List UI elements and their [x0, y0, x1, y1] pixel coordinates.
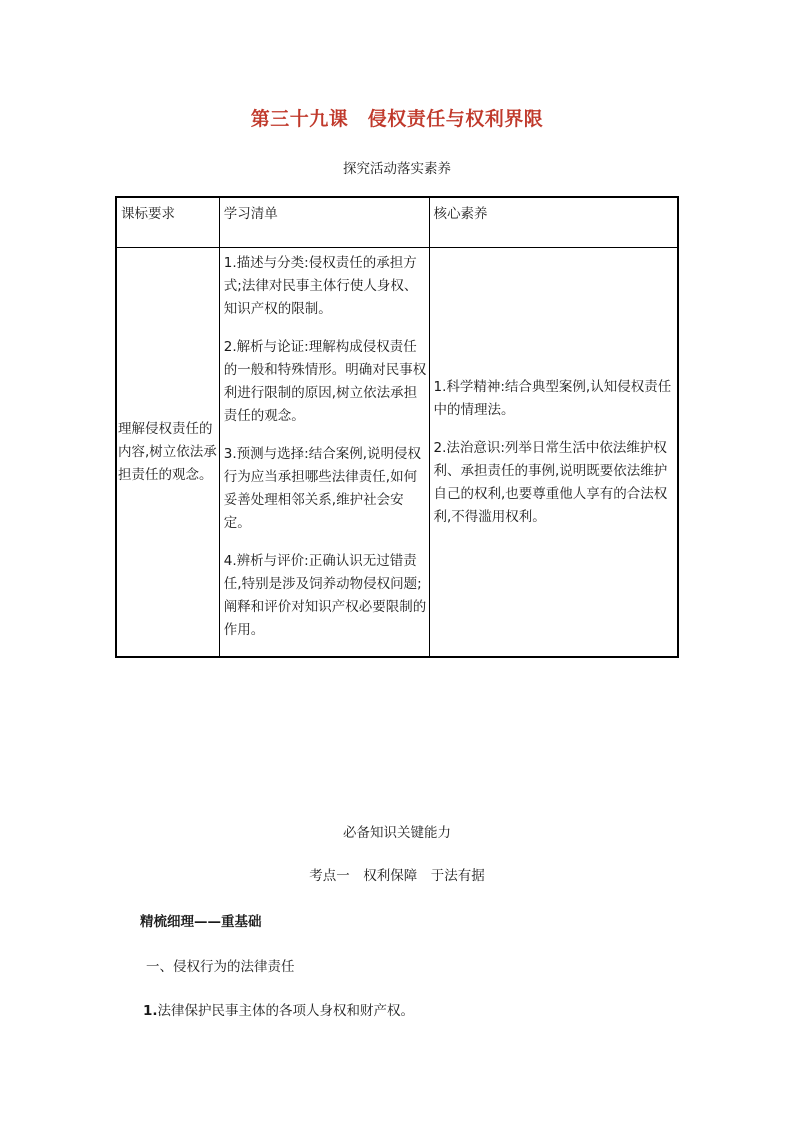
header-study-list: 学习清单 [219, 197, 429, 248]
point-one-text: 法律保护民事主体的各项人身权和财产权。 [157, 1003, 415, 1019]
study-item-3: 3.预测与选择:结合案例,说明侵权行为应当承担哪些法律责任,如何妥善处理相邻关系,维护社会安定。 [223, 446, 422, 531]
table-row [116, 248, 678, 658]
page-title: 第三十九课 侵权责任与权利界限 [250, 108, 544, 130]
page-subtitle: 探究活动落实素养 [343, 161, 451, 177]
study-item-2: 2.解析与论证:理解构成侵权责任的一般和特殊情形。明确对民事权利进行限制的原因,树立依法承担责任的观念。 [223, 339, 427, 424]
point-one [143, 999, 414, 1019]
table-header-row [116, 197, 678, 248]
point-one-number: 1. [143, 1003, 158, 1019]
core-literacy-cell [429, 248, 678, 658]
bold-heading: 精梳细理——重基础 [140, 914, 262, 930]
section-title: 必备知识关键能力 [343, 825, 451, 841]
heading-one: 一、侵权行为的法律责任 [146, 959, 295, 975]
study-list-cell [219, 248, 429, 658]
literacy-item-1: 1.科学精神:结合典型案例,认知侵权责任中的情理法。 [433, 378, 672, 418]
requirement-cell: 理解侵权责任的内容,树立依法承担责任的观念。 [116, 248, 219, 658]
study-item-4: 4.辨析与评价:正确认识无过错责任,特别是涉及饲养动物侵权问题;阐释和评价对知识产权必要限制的作用。 [223, 553, 427, 638]
header-core-literacy: 核心素养 [429, 197, 678, 248]
exam-point-title: 考点一 权利保障 于法有据 [309, 868, 485, 884]
study-item-1: 1.描述与分类:侵权责任的承担方式;法律对民事主体行使人身权、知识产权的限制。 [223, 255, 418, 317]
literacy-item-2: 2.法治意识:列举日常生活中依法维护权利、承担责任的事例,说明既要依法维护自己的权利,也要尊重他人享有的合法权利,不得滥用权利。 [433, 439, 668, 525]
curriculum-table [115, 196, 679, 658]
header-requirement: 课标要求 [116, 197, 219, 248]
